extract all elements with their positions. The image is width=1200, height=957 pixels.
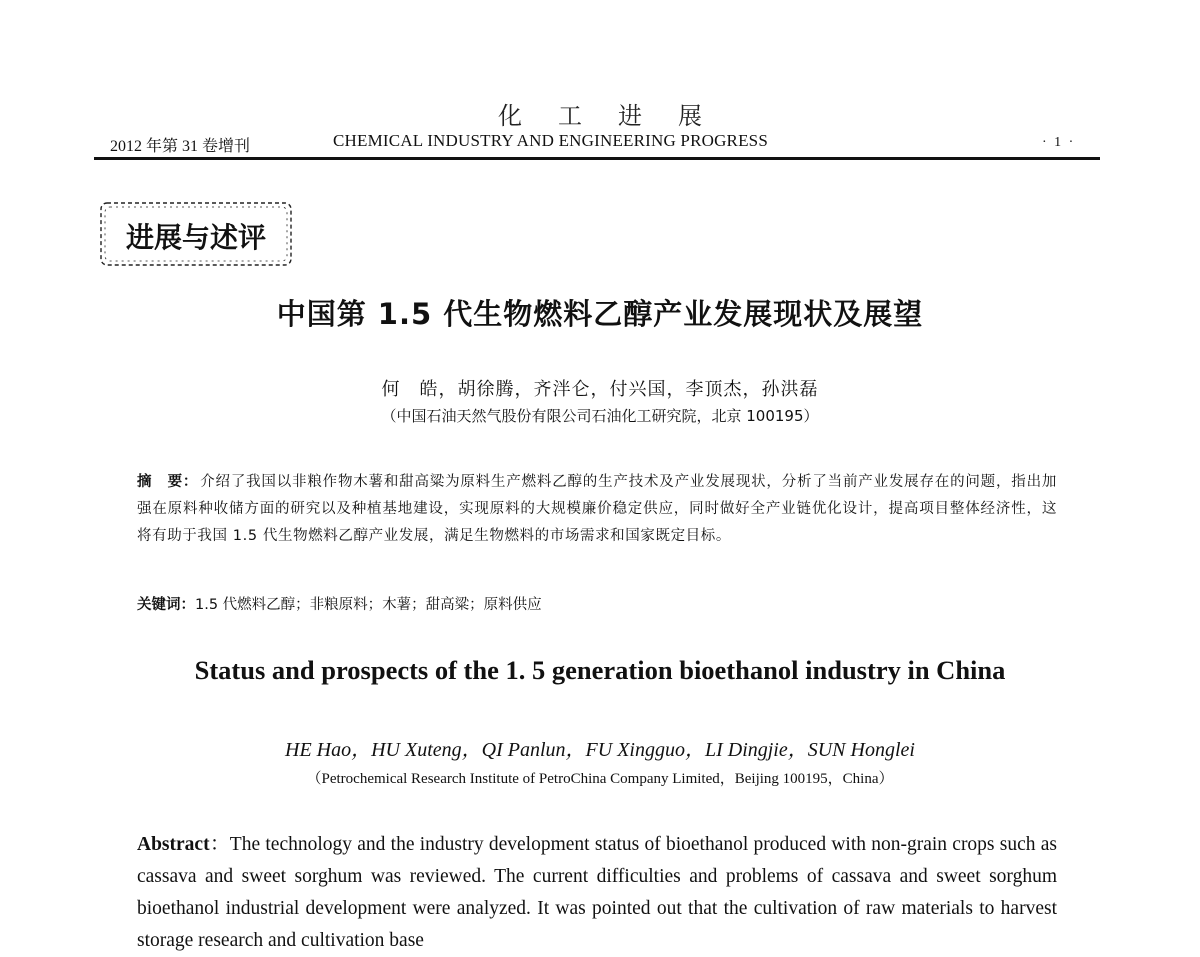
title-en: Status and prospects of the 1. 5 generation bioethanol industry in China [194,655,1006,685]
affiliation-en: （Petrochemical Research Institute of PetroChina Company Limited，Beijing 100195，China） [306,771,894,787]
abstract-cn-text: 介绍了我国以非粮作物木薯和甜高粱为原料生产燃料乙醇的生产技术及产业发展现状，分析了当前产业发展存在的问题，指出加强在原料种收储方面的研究以及种植基地建设，实现原料的大规模廉价稳定供应，同时做好全产业链优化设计，提高项目整体经济性，这将有助于我国 1.5 代生物燃料乙醇产业发展，满足生物燃料的市场需求和国家既定目标。 [137,474,1057,544]
abstract-cn-label: 摘 要： [137,474,199,490]
page-number: · 1 · [1042,135,1076,150]
title-cn: 中国第 1.5 代生物燃料乙醇产业发展现状及展望 [276,297,924,331]
affiliation-cn: （中国石油天然气股份有限公司石油化工研究院，北京 100195） [381,407,819,425]
keywords-cn [137,592,1057,619]
column-badge [98,198,294,270]
keywords-cn-text: 1.5 代燃料乙醇；非粮原料；木薯；甜高粱；原料供应 [195,597,542,613]
abstract-en [137,829,1057,957]
authors-en: HE Hao，HU Xuteng，QI Panlun，FU Xingguo，LI Dingjie，SUN Honglei [285,739,915,761]
column-label: 进展与述评 [125,221,266,254]
keywords-cn-label: 关键词： [137,597,195,613]
journal-title-en: CHEMICAL INDUSTRY AND ENGINEERING PROGRESS [333,131,768,150]
journal-title-cn: 化工进展 [498,102,738,130]
abstract-en-label: Abstract [137,834,210,855]
abstract-en-text: ：The technology and the industry development status of bioethanol produced with non-grain crops such as cassava and sweet sorghum was reviewed. The current difficulties and problems of cassava and sweet sorghum bioethanol industrial development were analyzed. It was pointed out that the cultivation of raw materials to harvest storage research and cultivation base [137,834,1057,951]
header-rule [94,157,1100,160]
authors-cn: 何 皓，胡徐腾，齐泮仑，付兴国，李顶杰，孙洪磊 [381,379,819,400]
abstract-cn [137,469,1057,550]
issue-info: 2012 年第 31 卷增刊 [110,138,251,155]
